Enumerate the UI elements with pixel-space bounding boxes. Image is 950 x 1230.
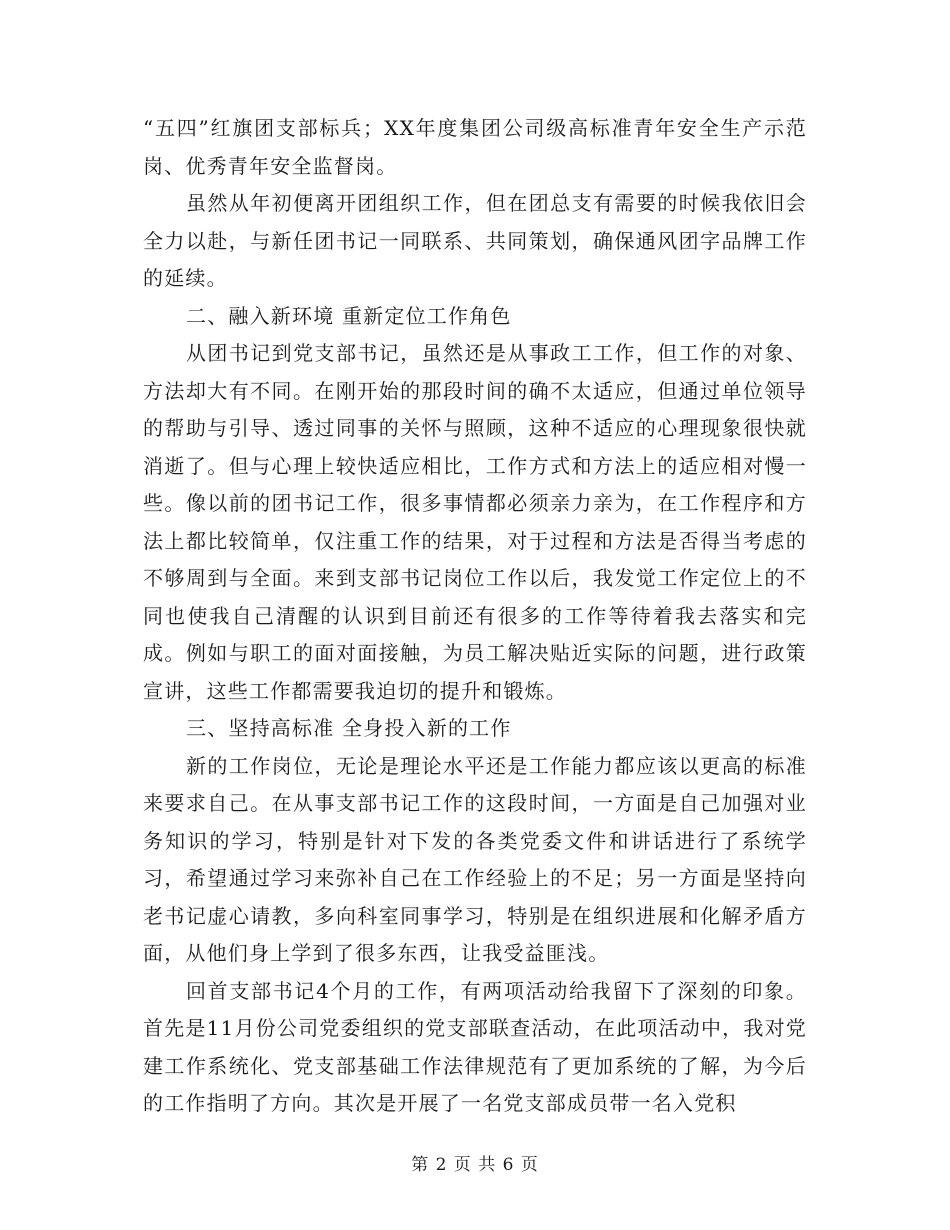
section-heading-3: 三、坚持高标准 全身投入新的工作 bbox=[186, 716, 512, 740]
document-body bbox=[143, 110, 807, 1123]
page-number-label: 第 2 页 共 6 页 bbox=[411, 1155, 539, 1175]
paragraph-5: 回首支部书记4个月的工作，有两项活动给我留下了深刻的印象。首先是11月份公司党委组织的党支部联查活动，在此项活动中，我对党建工作系统化、党支部基础工作法律规范有了更加系统的了解，为今后的工作指明了方向。其次是开展了一名党支部成员带一名入党积 bbox=[143, 978, 807, 1115]
page-footer bbox=[0, 1150, 950, 1175]
section-heading-2: 二、融入新环境 重新定位工作角色 bbox=[186, 303, 512, 328]
paragraph-4: 新的工作岗位，无论是理论水平还是工作能力都应该以更高的标准来要求自己。在从事支部书记工作的这段时间，一方面是自己加强对业务知识的学习，特别是针对下发的各类党委文件和讲话进行了系统学习，希望通过学习来弥补自己在工作经验上的不足；另一方面是坚持向老书记虚心请教，多向科室同事学习，特别是在组织进展和化解矛盾方面，从他们身上学到了很多东西，让我受益匪浅。 bbox=[143, 753, 807, 965]
paragraph-2: 虽然从年初便离开团组织工作，但在团总支有需要的时候我依旧会全力以赴，与新任团书记一同联系、共同策划，确保通风团字品牌工作的延续。 bbox=[143, 191, 807, 290]
paragraph-1: “五四”红旗团支部标兵；XX年度集团公司级高标准青年安全生产示范岗、优秀青年安全监督岗。 bbox=[143, 116, 807, 178]
paragraph-3: 从团书记到党支部书记，虽然还是从事政工工作，但工作的对象、方法却大有不同。在刚开始的那段时间的确不太适应，但通过单位领导的帮助与引导、透过同事的关怀与照顾，这种不适应的心理现象很快就消逝了。但与心理上较快适应相比，工作方式和方法上的适应相对慢一些。像以前的团书记工作，很多事情都必须亲力亲为，在工作程序和方法上都比较简单，仅注重工作的结果，对于过程和方法是否得当考虑的不够周到与全面。来到支部书记岗位工作以后，我发觉工作定位上的不同也使我自己清醒的认识到目前还有很多的工作等待着我去落实和完成。例如与职工的面对面接触，为员工解决贴近实际的问题，进行政策宣讲，这些工作都需要我迫切的提升和锻炼。 bbox=[143, 341, 807, 703]
